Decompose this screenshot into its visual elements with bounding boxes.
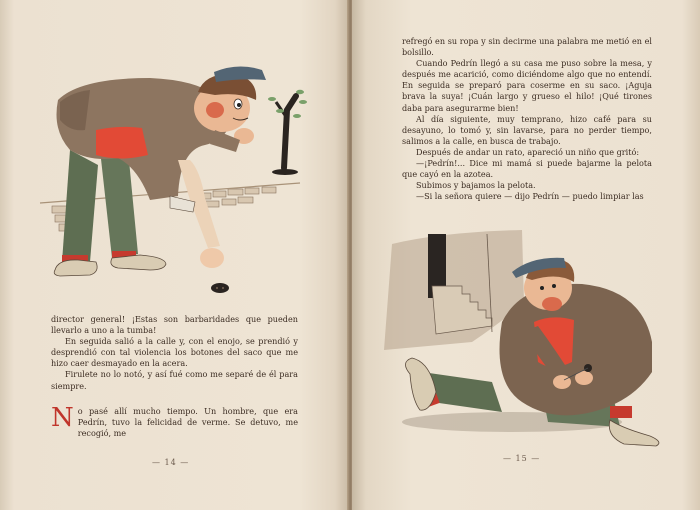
drop-cap: N [51, 402, 74, 433]
dropcap-paragraph-text: o pasé allí mucho tiempo. Un hombre, que era Pedrín, tuvo la felicidad de verme. Se detuvo, me recogió, me [77, 405, 298, 438]
paragraph: —¡Pedrín!... Dice mi mamá si puede bajarme la pelota que cayó en la azotea. [402, 158, 652, 180]
right-page-text [402, 36, 652, 202]
paragraph: Después de andar un rato, apareció un niño que gritó: [416, 146, 640, 157]
paragraph: En seguida salió a la calle y, con el enojo, se prendió y desprendió con tal violencia los botones del saco que me hizo caer desmayado en la acera. [51, 336, 298, 369]
page-number-left: — 14 — [152, 458, 190, 467]
paragraph: Firulete no lo notó, y así fué como me separé de él para siempre. [51, 369, 298, 391]
illustration-man-sewing-button [352, 222, 700, 452]
left-page-text [51, 314, 298, 439]
illustration-man-bending-over-button [0, 0, 349, 300]
paragraph: —Si la señora quiere — dijo Pedrín — puedo limpiar las [416, 191, 644, 202]
paragraph: Cuando Pedrín llegó a su casa me puso sobre la mesa, y después me acarició, como diciéndome algo que no entendí. En seguida se preparó para coserme en su saco. ¡Aguja brava la suya! ¡Cuán largo y grueso el hilo! ¡Qué tirones daba para asegurarme bien! [402, 58, 652, 113]
paragraph: refregó en su ropa y sin decirme una palabra me metió en el bolsillo. [402, 36, 652, 58]
page-number-right: — 15 — [503, 454, 541, 463]
paragraph: Subimos y bajamos la pelota. [416, 180, 536, 191]
paragraph: Al día siguiente, muy temprano, hizo café para su desayuno, lo tomó y, sin lavarse, para no perder tiempo, salimos a la calle, en busca de trabajo. [402, 113, 652, 146]
dropcap-paragraph [51, 402, 298, 439]
paragraph: director general! ¡Estas son barbaridades que pueden llevarlo a uno a la tumba! [51, 314, 298, 336]
